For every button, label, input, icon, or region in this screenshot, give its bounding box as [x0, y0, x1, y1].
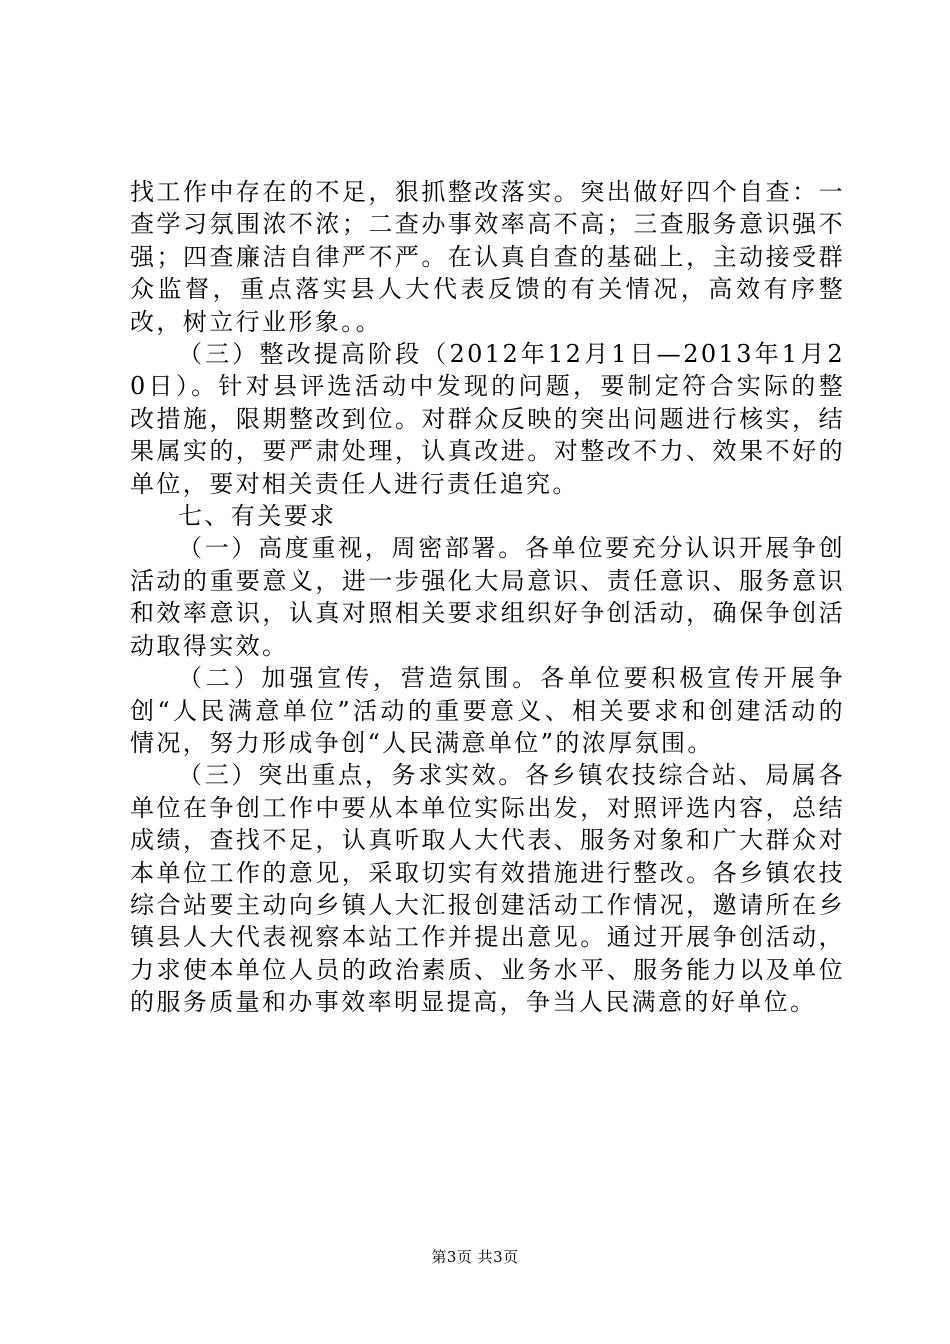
document-body: [130, 176, 845, 1019]
page-footer: [0, 1246, 950, 1267]
paragraph-requirement-2: （二）加强宣传，营造氛围。各单位要积极宣传开展争创“人民满意单位”活动的重要意义、相关要求和创建活动的情况，努力形成争创“人民满意单位”的浓厚氛围。: [130, 664, 845, 757]
paragraph-requirement-3: （三）突出重点，务求实效。各乡镇农技综合站、局属各单位在争创工作中要从本单位实际出发，对照评选内容，总结成绩，查找不足，认真听取人大代表、服务对象和广大群众对本单位工作的意见，采取切实有效措施进行整改。各乡镇农技综合站要主动向乡镇人大汇报创建活动工作情况，邀请所在乡镇县人大代表视察本站工作并提出意见。通过开展争创活动，力求使本单位人员的政治素质、业务水平、服务能力以及单位的服务质量和办事效率明显提高，争当人民满意的好单位。: [130, 761, 845, 1017]
page-number-label: 第3页 共3页: [431, 1248, 519, 1266]
paragraph-rectification-stage: （三）整改提高阶段（2012年12月1日—2013年1月20日）。针对县评选活动中发现的问题，要制定符合实际的整改措施，限期整改到位。对群众反映的突出问题进行核实，结果属实的，要严肃处理，认真改进。对整改不力、效果不好的单位，要对相关责任人进行责任追究。: [130, 340, 845, 498]
paragraph-continuation: 找工作中存在的不足，狠抓整改落实。突出做好四个自查：一查学习氛围浓不浓；二查办事效率高不高；三查服务意识强不强；四查廉洁自律严不严。在认真自查的基础上，主动接受群众监督，重点落实县人大代表反馈的有关情况，高效有序整改，树立行业形象。。: [130, 178, 845, 336]
paragraph-requirement-1: （一）高度重视，周密部署。各单位要充分认识开展争创活动的重要意义，进一步强化大局意识、责任意识、服务意识和效率意识，认真对照相关要求组织好争创活动，确保争创活动取得实效。: [130, 534, 845, 660]
section-heading-requirements: 七、有关要求: [178, 502, 337, 531]
